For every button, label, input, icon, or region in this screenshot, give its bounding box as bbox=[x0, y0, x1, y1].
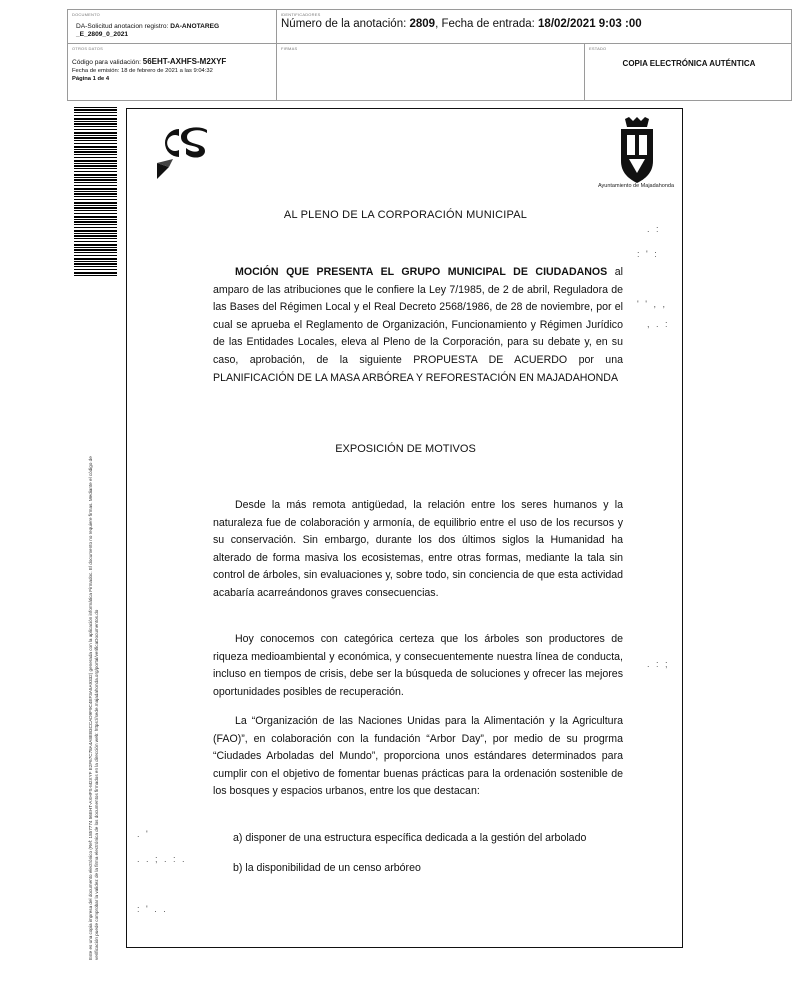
documento-label: DOCUMENTO bbox=[72, 12, 100, 17]
scan-noise: ' ' , , bbox=[637, 299, 667, 309]
identificadores-cell bbox=[277, 10, 792, 44]
firmas-cell bbox=[277, 44, 585, 100]
intro-bold2: PROPUESTA DE ACUERDO por una PLANIFICACIÓN DE LA MASA ARBÓREA Y REFORESTACIÓN EN MAJADAHONDA bbox=[213, 353, 623, 384]
paragraph-1: Desde la más remota antigüedad, la relación entre los seres humanos y la naturaleza fue de colaboración y armonía, de equilibrio entre el uso de los recursos y su conservación. Sin embargo, durante los dos últimos siglos la Humanidad ha alterado de forma masiva los ecosistemas, entre otras formas, mediante la tala sin control de árboles, sin evaluaciones y, sobre todo, sin conciencia de que esta actividad acabaría acarreándonos graves consecuencias. bbox=[213, 499, 623, 599]
paragraph-2: Hoy conocemos con categórica certeza que los árboles son productores de riqueza medioambiental y económica, y consecuentemente nuestra línea de conducta, incluso en tiempos de crisis, debe ser la búsqueda de soluciones y ofrecer las mejores oportunidades posibles de recuperación. bbox=[213, 633, 623, 698]
anotacion-info bbox=[281, 18, 786, 31]
anotacion-number: 2809 bbox=[409, 18, 436, 30]
list-item-a: a) disponer de una estructura específica dedicada a la gestión del arbolado bbox=[233, 832, 587, 844]
barcode bbox=[74, 107, 117, 277]
scan-noise: . : bbox=[647, 224, 661, 234]
firmas-label: FIRMAS bbox=[281, 46, 298, 51]
codigo-line bbox=[72, 58, 272, 67]
verification-side-text bbox=[88, 280, 100, 960]
intro-text: al amparo de las atribuciones que le confiere la Ley 7/1985, de 2 de abril, Reguladora de las Bases del Régimen Local y el Real Decreto 2568/1986, de 28 de noviembre, por el cual se aprueba el Reglamento de Organización, Funcionamiento y Régimen Jurídico de las Entidades Locales, eleva al Pleno de la Corporación, para su debate y, en su caso, aprobación, de la siguiente bbox=[213, 266, 623, 366]
scan-noise: . . ; . : . bbox=[137, 854, 187, 864]
estado-value: COPIA ELECTRÓNICA AUTÉNTICA bbox=[622, 59, 756, 68]
paragraph-3: La “Organización de las Naciones Unidas para la Alimentación y la Agricultura (FAO)”, en colaboración con la fundación “Arbor Day”, por medio de su progrma “Ciudades Arboladas del Mundo”, proporciona unos estándares determinados para cumplir con el objetivo de fomentar buenas prácticas para la ordenación sostenible de los bosques y espacios urbanos, entre los que destacan: bbox=[213, 715, 623, 798]
list-item-b: b) la disponibilidad de un censo arbóreo bbox=[233, 862, 421, 874]
otros-datos-cell bbox=[68, 44, 277, 100]
side-text-line1: Este es una copia impresa del documento electrónico (Ref: 1857774 56EHT-AXHFS-M2XYF E2F67C78A4A8EB3CCAD9F9C4EF3A5A9332) generada con la aplicación informática Firmadoc. El documento no requiere firmas. Mediante el código de bbox=[88, 456, 93, 960]
scan-noise: : ' : bbox=[637, 249, 659, 259]
fecha-emision: Fecha de emisión: 18 de febrero de 2021 a las 9:04:32 bbox=[72, 68, 213, 74]
scan-noise: : ' . . bbox=[137, 904, 168, 914]
codigo-prefix: Código para validación: bbox=[72, 59, 143, 66]
documento-cell bbox=[68, 10, 277, 44]
section-title: EXPOSICIÓN DE MOTIVOS bbox=[335, 443, 476, 455]
intro-paragraph bbox=[213, 264, 623, 387]
estado-label: ESTADO bbox=[589, 46, 607, 51]
estado-cell bbox=[585, 44, 792, 100]
codigo-value: 56EHT-AXHFS-M2XYF bbox=[142, 57, 227, 66]
scan-noise: . : ; bbox=[647, 659, 670, 669]
anotacion-middle: , Fecha de entrada: bbox=[435, 18, 539, 30]
document-header bbox=[67, 9, 792, 101]
anotacion-date: 18/02/2021 9:03 :00 bbox=[538, 18, 642, 30]
letter-title: AL PLENO DE LA CORPORACIÓN MUNICIPAL bbox=[283, 209, 528, 221]
ciudadanos-logo bbox=[155, 123, 215, 183]
otros-label: OTROS DATOS bbox=[72, 46, 103, 51]
scan-noise: , . : bbox=[647, 319, 670, 329]
anotacion-prefix: Número de la anotación: bbox=[281, 18, 410, 30]
scanned-page bbox=[126, 108, 683, 948]
identificadores-label: IDENTIFICADORES bbox=[281, 12, 321, 17]
pagina-indicator: Página 1 de 4 bbox=[72, 76, 110, 82]
side-text-line2: verificación puede comprobar la validez de la firma electrónica de los documentos firmados en la dirección web: https://sede.majadahonda.org/portal/verificaDocumentos.do bbox=[94, 609, 99, 960]
documento-bold: DA-ANOTAREG _E_2809_0_2021 bbox=[76, 23, 220, 38]
scan-noise: . ' bbox=[137, 829, 150, 839]
documento-text: DA-Solicitud anotacion registro: bbox=[76, 23, 171, 30]
intro-bold: MOCIÓN QUE PRESENTA EL GRUPO MUNICIPAL DE CIUDADANOS bbox=[235, 266, 608, 278]
documento-value bbox=[76, 23, 272, 39]
majadahonda-caption: Ayuntamiento de Majadahonda bbox=[597, 183, 675, 189]
